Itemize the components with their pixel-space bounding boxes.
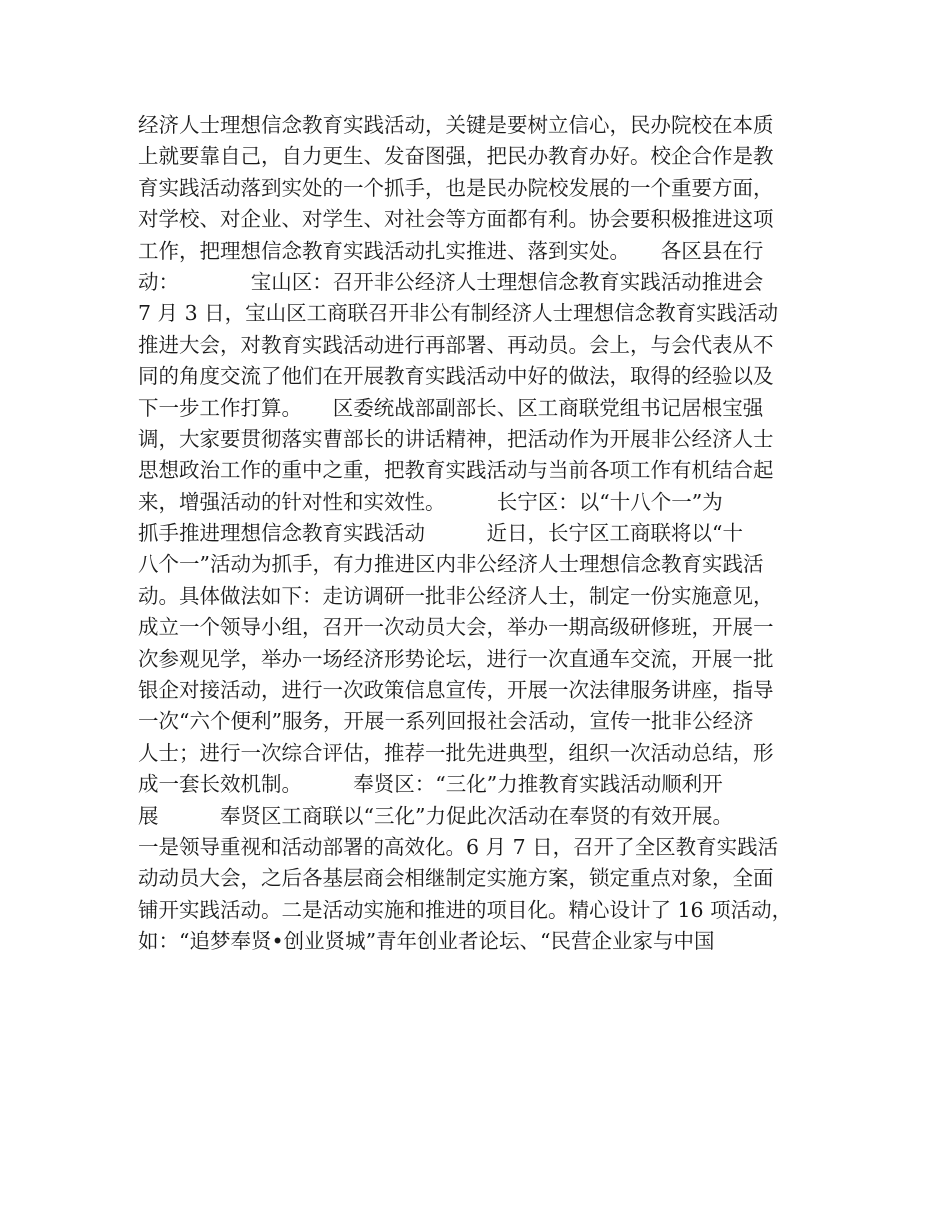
text-line: 上就要靠自己，自力更生、发奋图强，把民办教育办好。校企合作是教 bbox=[138, 144, 774, 169]
text-line: 工作，把理想信念教育实践活动扎实推进、落到实处。 各区县在行 bbox=[138, 238, 764, 263]
text-line: 抓手推进理想信念教育实践活动 近日，长宁区工商联将以“十 bbox=[138, 521, 743, 546]
text-line: 一次“六个便利”服务，开展一系列回报社会活动，宣传一批非公经济 bbox=[138, 709, 754, 734]
text-line: 动： 宝山区：召开非公经济人士理想信念教育实践活动推进会 bbox=[138, 269, 764, 294]
text-line: 推进大会，对教育实践活动进行再部署、再动员。会上，与会代表从不 bbox=[138, 332, 774, 357]
text-line: 调，大家要贯彻落实曹部长的讲话精神，把活动作为开展非公经济人士 bbox=[138, 426, 774, 451]
text-line: 银企对接活动，进行一次政策信息宣传，开展一次法律服务讲座，指导 bbox=[138, 678, 774, 703]
text-line: 来，增强活动的针对性和实效性。 长宁区：以“十八个一”为 bbox=[138, 489, 723, 514]
text-line: 动动员大会，之后各基层商会相继制定实施方案，锁定重点对象，全面 bbox=[138, 866, 774, 891]
text-line: 成一套长效机制。 奉贤区：“三化”力推教育实践活动顺利开 bbox=[138, 772, 723, 797]
text-line: 动。具体做法如下：走访调研一批非公经济人士，制定一份实施意见， bbox=[138, 583, 774, 608]
text-line: 成立一个领导小组，召开一次动员大会，举办一期高级研修班，开展一 bbox=[138, 615, 774, 640]
text-line: 育实践活动落到实处的一个抓手，也是民办院校发展的一个重要方面， bbox=[138, 175, 774, 200]
text-line: 一是领导重视和活动部署的高效化。6 月 7 日，召开了全区教育实践活 bbox=[138, 834, 779, 859]
text-line: 八个一”活动为抓手，有力推进区内非公经济人士理想信念教育实践活 bbox=[138, 552, 764, 577]
document-body-text bbox=[138, 110, 818, 958]
text-line: 思想政治工作的重中之重，把教育实践活动与当前各项工作有机结合起 bbox=[138, 458, 774, 483]
text-line: 对学校、对企业、对学生、对社会等方面都有利。协会要积极推进这项 bbox=[138, 207, 774, 232]
text-line: 展 奉贤区工商联以“三化”力促此次活动在奉贤的有效开展。 bbox=[138, 803, 733, 828]
text-line: 7 月 3 日，宝山区工商联召开非公有制经济人士理想信念教育实践活动 bbox=[138, 301, 779, 326]
text-line: 铺开实践活动。二是活动实施和推进的项目化。精心设计了 16 项活动， bbox=[138, 897, 793, 922]
text-line: 经济人士理想信念教育实践活动，关键是要树立信心，民办院校在本质 bbox=[138, 113, 774, 137]
text-line: 人士；进行一次综合评估，推荐一批先进典型，组织一次活动总结，形 bbox=[138, 740, 774, 765]
text-line: 次参观见学，举办一场经济形势论坛，进行一次直通车交流，开展一批 bbox=[138, 646, 774, 671]
text-line: 同的角度交流了他们在开展教育实践活动中好的做法，取得的经验以及 bbox=[138, 364, 774, 389]
text-line: 如：“追梦奉贤•创业贤城”青年创业者论坛、“民营企业家与中国 bbox=[138, 929, 715, 954]
text-line: 下一步工作打算。 区委统战部副部长、区工商联党组书记居根宝强 bbox=[138, 395, 764, 420]
